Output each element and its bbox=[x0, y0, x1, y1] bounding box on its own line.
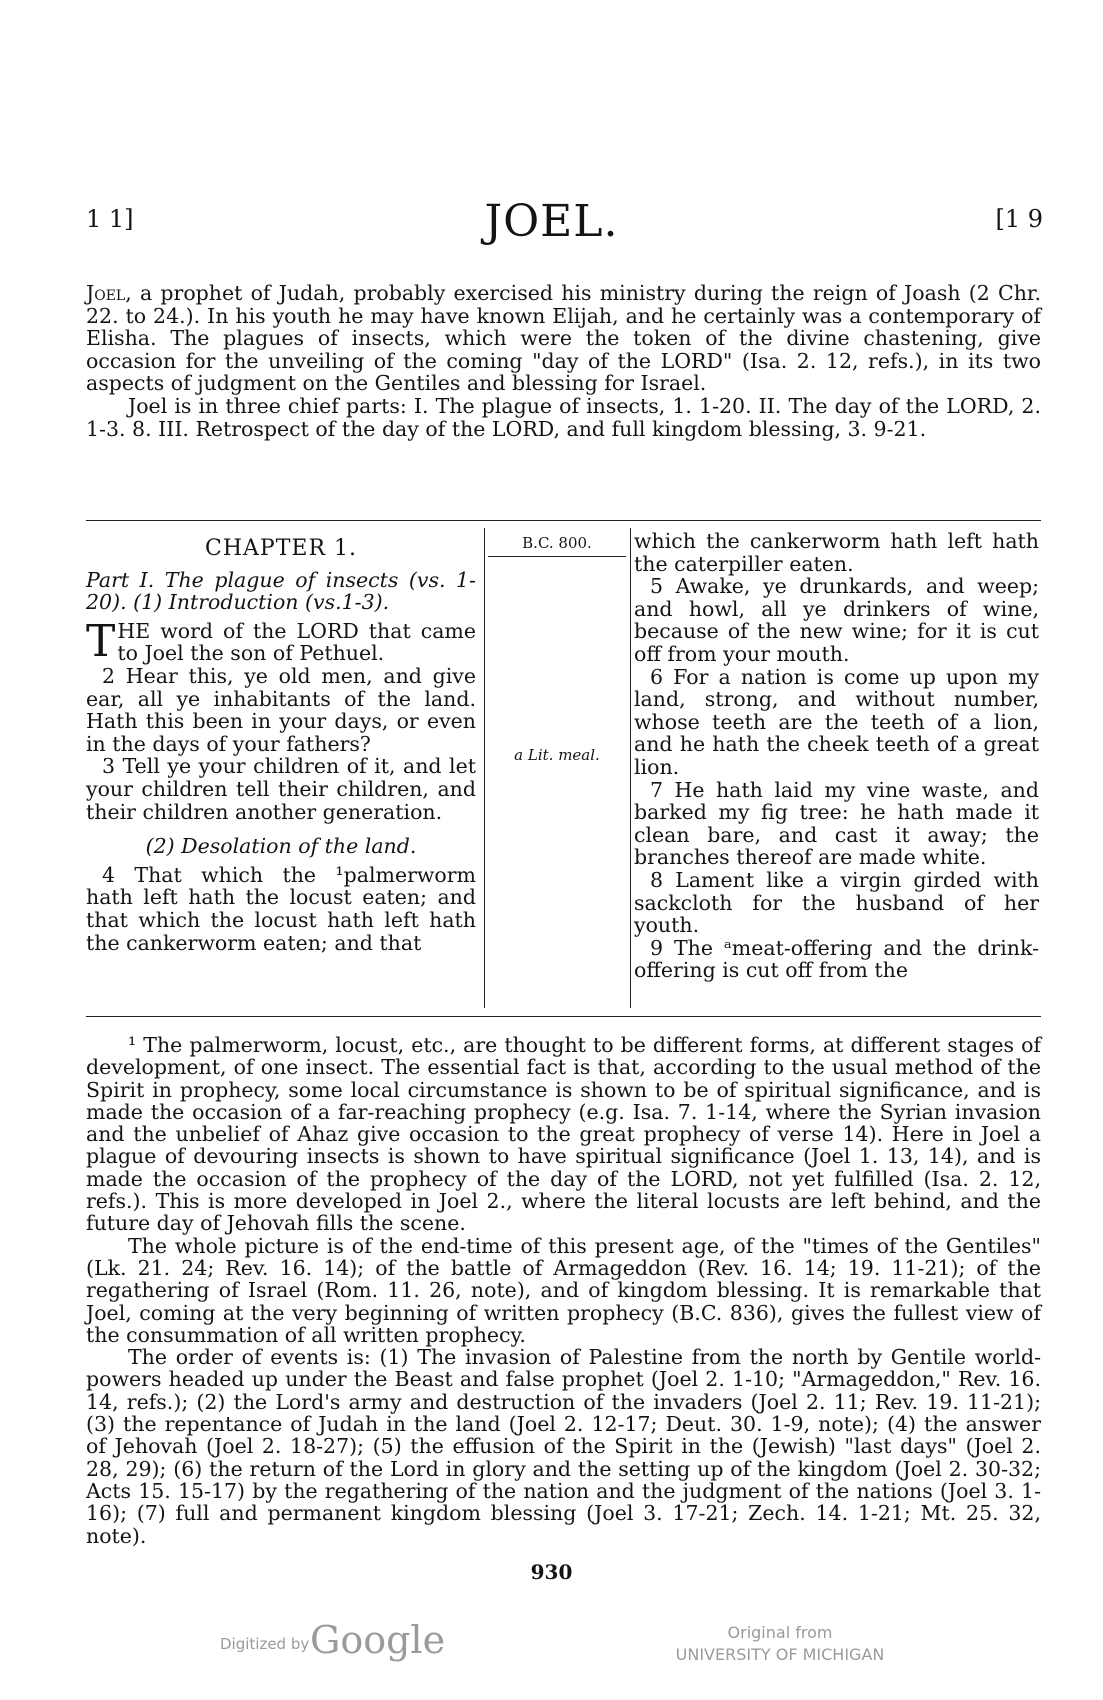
footnote-paragraph-1: ¹ The palmerworm, locust, etc., are thought to be different forms, at different stages of development, of one insect. The essential fact is that, according to the usual method of the Spirit in prophecy, some local circumstance is shown to be of spiritual significance, and is made the occasion of a far-reaching prophecy (e.g. Isa. 7. 1-14, where the Syrian invasion and the unbelief of Ahaz give occasion to the great prophecy of verse 14). Here in Joel a plague of devouring insects is shown to have spiritual significance (Joel 1. 13, 14), and is made the occasion of the prophecy of the day of the LORD, not yet fulfilled (Isa. 2. 12, refs.). This is more developed in Joel 2., where the literal locusts are left behind, and the future day of Jehovah fills the scene. bbox=[86, 1033, 1041, 1236]
intro-lead-word: Joel bbox=[86, 281, 126, 305]
original-source bbox=[660, 1622, 900, 1666]
google-logo: Google bbox=[310, 1618, 446, 1662]
part-heading: Part I. The plague of insects (vs. 1-20). (1) Introduction (vs.1-3). bbox=[86, 567, 476, 615]
verse-4-continued: which the cankerworm hath left hath the caterpiller eaten. bbox=[634, 529, 1039, 576]
right-text-column bbox=[634, 530, 1039, 982]
footnote-block bbox=[86, 1034, 1041, 1547]
margin-note: a Lit. meal. bbox=[514, 746, 600, 764]
intro-paragraph-2: Joel is in three chief parts: I. The plague of insects, 1. 1-20. II. The day of the LORD, 2. 1-3. 8. III. Retrospect of the day of the LORD, and full kingdom blessing, 3. 9-21. bbox=[86, 393, 1041, 441]
verse-8: 8 Lament like a virgin girded with sackcloth for the husband of her youth. bbox=[634, 867, 1039, 938]
intro-paragraph-1-text: , a prophet of Judah, probably exercised his ministry during the reign of Joash (2 Chr. 22. to 24.). In his youth he may have known Elijah, and he certainly was a contemporary of Elisha. The plagues of insects, which were the token of the divine chastening, give occasion for the unveiling of the coming "day of the LORD" (Isa. 2. 12, refs.), in its two aspects of judgment on the Gentiles and blessing for Israel. bbox=[86, 281, 1041, 396]
chapter-heading: CHAPTER 1. bbox=[205, 536, 357, 561]
verse-2: 2 Hear this, ye old men, and give ear, all ye inhabitants of the land. Hath this been in your days, or even in the days of your fathers? bbox=[86, 663, 476, 756]
drop-cap: T bbox=[86, 615, 116, 667]
page-title: JOEL. bbox=[484, 196, 619, 247]
verse-5: 5 Awake, ye drunkards, and weep; and howl, all ye drinkers of wine, because of the new wine; for it is cut off from your mouth. bbox=[634, 574, 1039, 666]
section-divider-top bbox=[86, 520, 1041, 521]
section-divider-bottom bbox=[86, 1016, 1041, 1017]
footnote-paragraph-2: The whole picture is of the end-time of this present age, of the "times of the Gentiles" (Lk. 21. 24; Rev. 16. 14); of the battle of Armageddon (Rev. 16. 14; 19. 11-21); of the regathering of Israel (Rom. 11. 26, note), and of kingdom blessing. It is remarkable that Joel, coming at the very beginning of written prophecy (B.C. 836), gives the fullest view of the consummation of all written prophecy. bbox=[86, 1233, 1041, 1347]
digitized-by-label: Digitized by bbox=[220, 1635, 310, 1653]
header-chapter-verse-right: [1 9 bbox=[995, 205, 1043, 233]
verse-1 bbox=[86, 615, 476, 667]
column-divider-left bbox=[484, 528, 485, 1008]
institution-name: UNIVERSITY OF MICHIGAN bbox=[675, 1645, 885, 1664]
verse-7: 7 He hath laid my vine waste, and barked my fig tree: he hath made it clean bare, and cast it away; the branches thereof are made white. bbox=[634, 777, 1039, 870]
verse-4: 4 That which the ¹palmerworm hath left hath the locust eaten; and that which the locust hath left hath the cankerworm eaten; and that bbox=[86, 862, 476, 955]
verse-6: 6 For a nation is come up upon my land, strong, and without number, whose teeth are the teeth of a lion, and he hath the cheek teeth of a great lion. bbox=[634, 664, 1039, 779]
header-chapter-verse-left: 1 1] bbox=[86, 205, 134, 233]
desolation-heading: (2) Desolation of the land. bbox=[145, 834, 417, 859]
footnote-paragraph-3: The order of events is: (1) The invasion of Palestine from the north by Gentile world-powers headed up under the Beast and false prophet (Joel 2. 1-10; "Armageddon," Rev. 16. 14, refs.); (2) the Lord's army and destruction of the invaders (Joel 2. 11; Rev. 19. 11-21); (3) the repentance of Judah in the land (Joel 2. 12-17; Deut. 30. 1-9, note); (4) the answer of Jehovah (Joel 2. 18-27); (5) the effusion of the Spirit in the (Jewish) "last days" (Joel 2. 28, 29); (6) the return of the Lord in glory and the setting up of the kingdom (Joel 2. 30-32; Acts 15. 15-17) by the regathering of the nation and the judgment of the nations (Joel 3. 1-16); (7) full and permanent kingdom blessing (Joel 3. 17-21; Zech. 14. 1-21; Mt. 25. 32, note). bbox=[86, 1345, 1041, 1548]
original-from-label: Original from bbox=[727, 1623, 833, 1642]
margin-date: B.C. 800. bbox=[522, 534, 592, 552]
column-divider-right bbox=[630, 528, 631, 1008]
book-introduction bbox=[86, 282, 1041, 440]
margin-date-underline bbox=[488, 556, 626, 557]
verse-3: 3 Tell ye your children of it, and let your children tell their children, and their children another generation. bbox=[86, 754, 476, 824]
verse-9: 9 The ᵃmeat-offering and the drink-offering is cut off from the bbox=[634, 935, 1039, 983]
intro-paragraph-1 bbox=[86, 282, 1041, 395]
page-number: 930 bbox=[530, 1560, 573, 1584]
left-text-column bbox=[86, 530, 476, 954]
verse-1-text: HE word of the LORD that came to Joel the son of Pethuel. bbox=[117, 618, 476, 666]
